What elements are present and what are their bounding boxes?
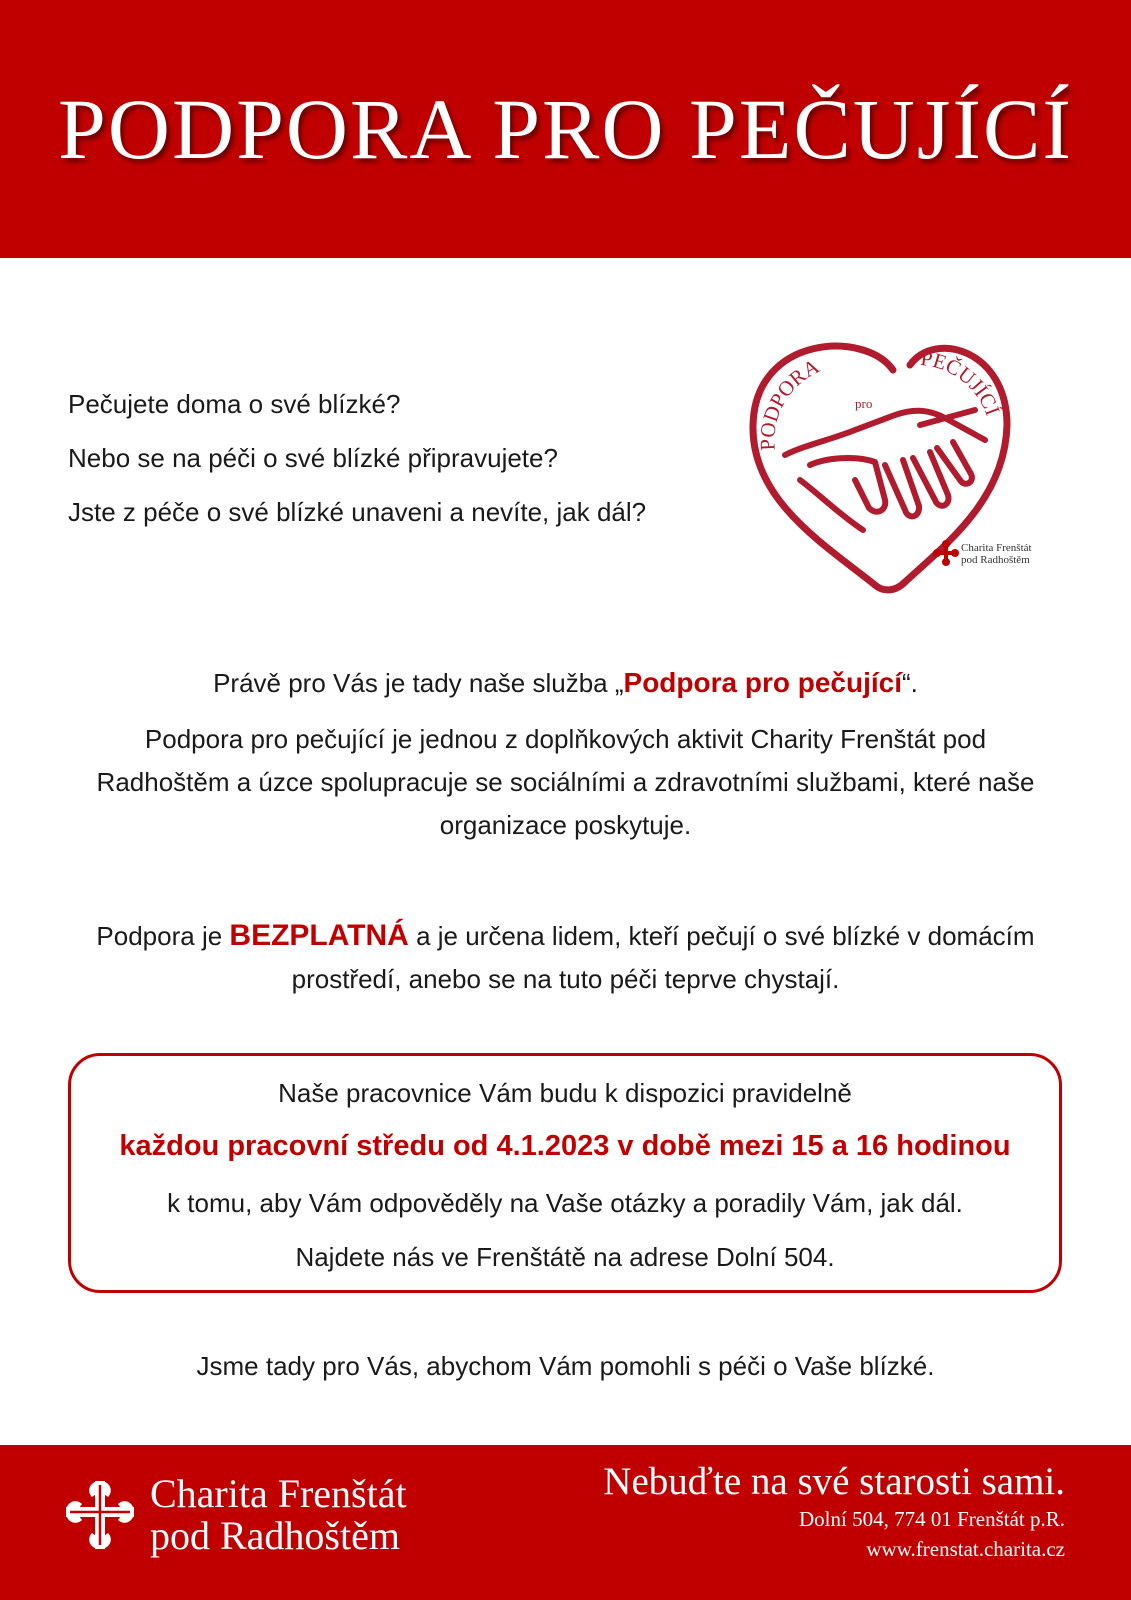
footer-address: Dolní 504, 774 01 Frenštát p.R. xyxy=(799,1507,1065,1531)
header-banner xyxy=(0,0,1131,258)
service-suffix: “. xyxy=(902,668,918,698)
logo-org-line1: Charita Frenštát xyxy=(961,542,1032,554)
logo-word-right: PEČUJÍCÍ xyxy=(919,345,1005,419)
closing-text xyxy=(60,1345,1071,1388)
description xyxy=(60,718,1071,847)
question-1: Pečujete doma o své blízké? xyxy=(68,389,401,419)
question-3: Jste z péče o své blízké unaveni a nevíte, jak dál? xyxy=(68,497,647,527)
handshake-icon xyxy=(785,410,985,530)
description-line-1: Podpora pro pečující je jednou z doplňkových aktivit Charity Frenštát pod xyxy=(144,724,987,754)
service-line xyxy=(60,661,1071,705)
description-line-3: organizace poskytuje. xyxy=(439,810,692,840)
question-2: Nebo se na péči o své blízké připravujete? xyxy=(68,443,558,473)
info-address: Najdete nás ve Frenštátě na adrese Dolní 504. xyxy=(295,1242,835,1272)
free-notice xyxy=(60,914,1071,1001)
charita-cross-icon xyxy=(62,1477,138,1553)
service-prefix: Právě pro Vás je tady naše služba „ xyxy=(213,668,624,698)
logo-word-middle: pro xyxy=(855,396,873,411)
footer xyxy=(0,1445,1131,1600)
service-name: Podpora pro pečující xyxy=(623,667,903,698)
svg-text:PODPORA xyxy=(755,354,824,452)
footer-website-link[interactable]: www.frenstat.charita.cz xyxy=(866,1537,1065,1561)
description-line-2: Radhoštěm a úzce spolupracuje se sociálními a zdravotními službami, které naše xyxy=(96,767,1035,797)
footer-brand-line-1: Charita Frenštát xyxy=(150,1471,407,1516)
closing-line: Jsme tady pro Vás, abychom Vám pomohli s péči o Vaše blízké. xyxy=(196,1351,935,1381)
info-line-1: Naše pracovnice Vám budu k dispozici pravidelně xyxy=(278,1078,852,1108)
free-line-2: prostředí, anebo se na tuto péči teprve chystají. xyxy=(291,964,840,994)
free-highlight: BEZPLATNÁ xyxy=(229,919,409,952)
intro-questions xyxy=(68,388,728,550)
footer-slogan: Nebuďte na své starosti sami. xyxy=(603,1460,1065,1503)
footer-brand xyxy=(150,1473,407,1557)
logo-word-left: PODPORA xyxy=(755,353,824,452)
footer-brand-line-2: pod Radhoštěm xyxy=(150,1513,400,1558)
info-schedule: každou pracovní středu od 4.1.2023 v době mezi 15 a 16 hodinou xyxy=(119,1130,1011,1162)
logo-org-line2: pod Radhoštěm xyxy=(961,554,1030,566)
free-suffix: a je určena lidem, kteří pečují o své blízké v domácím xyxy=(408,921,1035,951)
handshake-heart-logo xyxy=(745,330,1075,600)
svg-text:PEČUJÍCÍ xyxy=(919,346,1005,419)
charita-cross-icon xyxy=(933,540,959,566)
free-prefix: Podpora je xyxy=(96,921,230,951)
page-title: PODPORA PRO PEČUJÍCÍ xyxy=(58,81,1073,177)
info-line-3: k tomu, aby Vám odpověděly na Vaše otázky a poradily Vám, jak dál. xyxy=(167,1188,963,1218)
info-box xyxy=(68,1053,1062,1293)
